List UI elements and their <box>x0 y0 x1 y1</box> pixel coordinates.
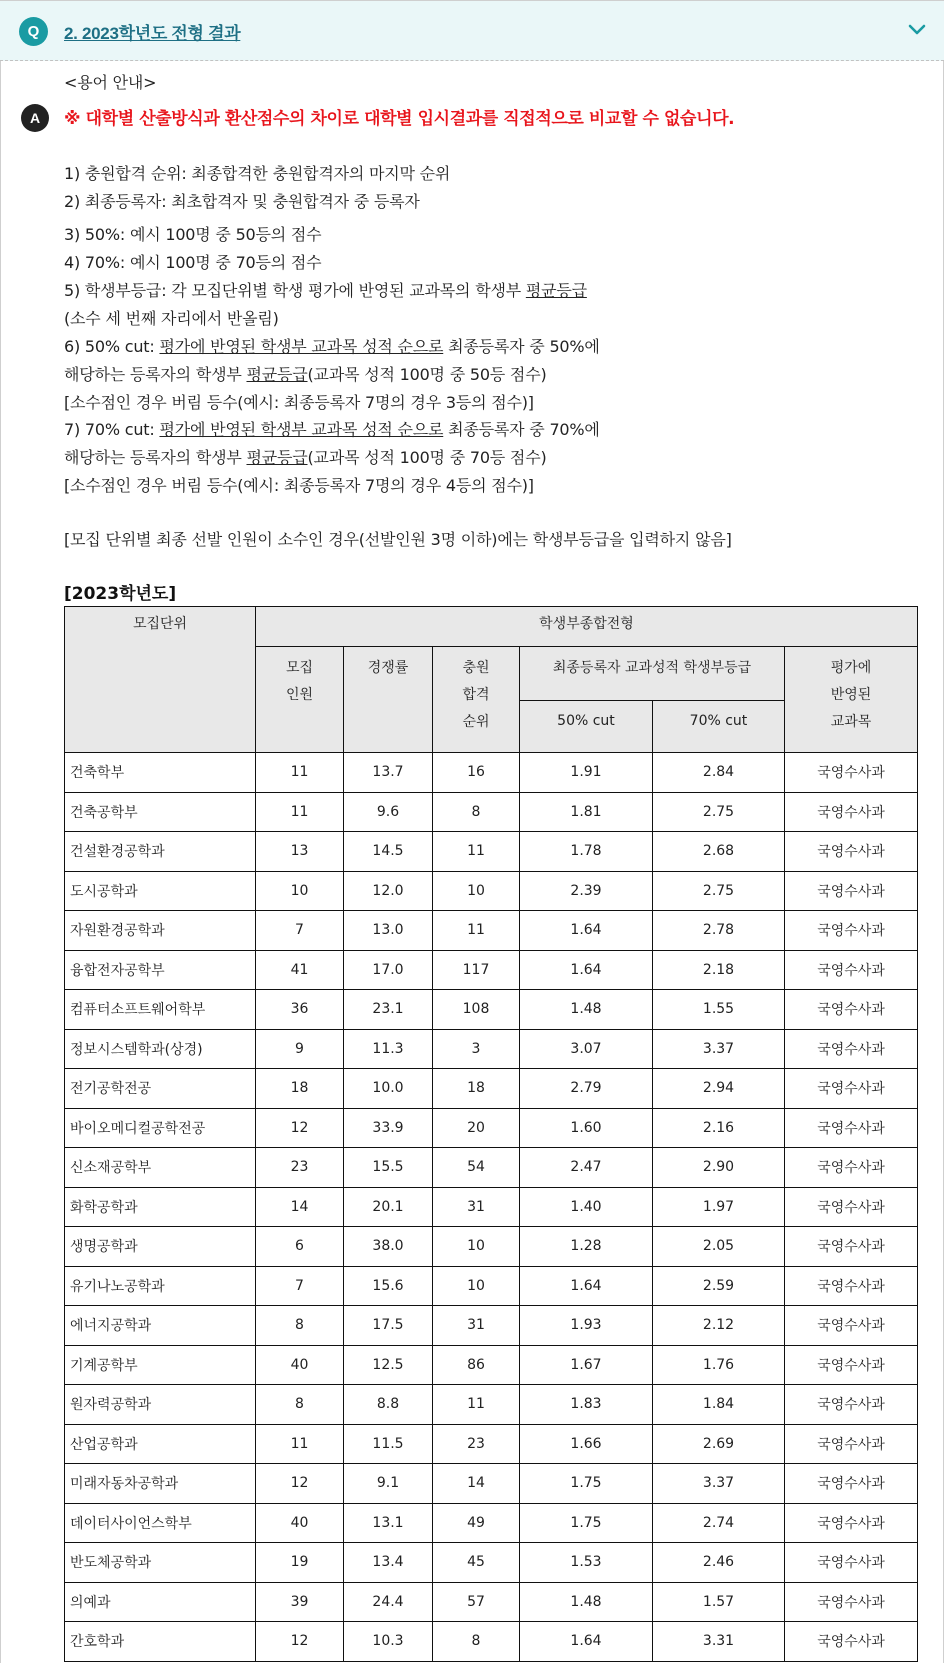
cell-cut70: 2.74 <box>653 1503 785 1543</box>
cell-subjects: 국영수사과 <box>785 1108 918 1148</box>
cell-unit: 정보시스템학과(상경) <box>65 1029 256 1069</box>
cell-quota: 39 <box>256 1582 344 1622</box>
cell-ratio: 17.5 <box>344 1306 433 1346</box>
definition-7-tail: 최종등록자 중 70%에 <box>443 420 600 439</box>
table-row <box>65 1582 918 1622</box>
cell-quota: 10 <box>256 871 344 911</box>
table-row <box>65 1464 918 1504</box>
cell-subjects: 국영수사과 <box>785 1266 918 1306</box>
cell-cut50: 1.60 <box>520 1108 653 1148</box>
cell-cut70: 2.12 <box>653 1306 785 1346</box>
cell-subjects: 국영수사과 <box>785 1069 918 1109</box>
terms-heading: <용어 안내> <box>64 73 157 92</box>
cell-quota: 11 <box>256 753 344 793</box>
cell-rank: 10 <box>433 1227 520 1267</box>
cell-cut70: 1.76 <box>653 1345 785 1385</box>
cell-subjects: 국영수사과 <box>785 1424 918 1464</box>
cell-ratio: 15.6 <box>344 1266 433 1306</box>
cell-cut50: 1.64 <box>520 1622 653 1662</box>
table-row <box>65 1029 918 1069</box>
cell-quota: 8 <box>256 1306 344 1346</box>
cell-unit: 건축학부 <box>65 753 256 793</box>
cell-cut70: 2.69 <box>653 1424 785 1464</box>
cell-rank: 49 <box>433 1503 520 1543</box>
cell-rank: 31 <box>433 1306 520 1346</box>
definition-6-line2-underlined: 평균등급 <box>246 365 308 384</box>
selection-note: [모집 단위별 최종 선발 인원이 소수인 경우(선발인원 3명 이하)에는 학생부등급을 입력하지 않음] <box>64 530 732 549</box>
cell-subjects: 국영수사과 <box>785 1503 918 1543</box>
cell-rank: 11 <box>433 1385 520 1425</box>
cell-subjects: 국영수사과 <box>785 792 918 832</box>
cell-ratio: 11.5 <box>344 1424 433 1464</box>
cell-unit: 산업공학과 <box>65 1424 256 1464</box>
cell-rank: 108 <box>433 990 520 1030</box>
cell-ratio: 14.5 <box>344 832 433 872</box>
cell-unit: 자원환경공학과 <box>65 911 256 951</box>
cell-cut50: 1.67 <box>520 1345 653 1385</box>
cell-subjects: 국영수사과 <box>785 832 918 872</box>
cell-quota: 40 <box>256 1503 344 1543</box>
cell-rank: 117 <box>433 950 520 990</box>
cell-unit: 유기나노공학과 <box>65 1266 256 1306</box>
cell-rank: 11 <box>433 832 520 872</box>
definition-7 <box>64 417 600 440</box>
cell-rank: 20 <box>433 1108 520 1148</box>
cell-rank: 57 <box>433 1582 520 1622</box>
cell-quota: 14 <box>256 1187 344 1227</box>
cell-unit: 바이오메디컬공학전공 <box>65 1108 256 1148</box>
cell-ratio: 8.8 <box>344 1385 433 1425</box>
cell-rank: 18 <box>433 1069 520 1109</box>
header-cut70: 70% cut <box>653 701 785 753</box>
cell-ratio: 10.3 <box>344 1622 433 1662</box>
cell-ratio: 17.0 <box>344 950 433 990</box>
header-waitlist-rank: 충원 합격 순위 <box>433 647 520 753</box>
cell-cut50: 1.75 <box>520 1503 653 1543</box>
table-row <box>65 832 918 872</box>
table-row <box>65 1148 918 1188</box>
cell-quota: 9 <box>256 1029 344 1069</box>
cell-unit: 건축공학부 <box>65 792 256 832</box>
definition-3: 3) 50%: 예시 100명 중 50등의 점수 <box>64 225 322 244</box>
cell-quota: 36 <box>256 990 344 1030</box>
cell-subjects: 국영수사과 <box>785 1148 918 1188</box>
cell-rank: 8 <box>433 792 520 832</box>
cell-cut70: 1.57 <box>653 1582 785 1622</box>
cell-cut50: 2.47 <box>520 1148 653 1188</box>
table-row <box>65 911 918 951</box>
table-row <box>65 1227 918 1267</box>
cell-rank: 54 <box>433 1148 520 1188</box>
cell-cut50: 1.53 <box>520 1543 653 1583</box>
chevron-down-icon[interactable] <box>908 23 926 37</box>
cell-unit: 에너지공학과 <box>65 1306 256 1346</box>
cell-cut50: 1.66 <box>520 1424 653 1464</box>
table-row <box>65 1306 918 1346</box>
cell-subjects: 국영수사과 <box>785 753 918 793</box>
cell-cut50: 1.75 <box>520 1464 653 1504</box>
cell-cut70: 2.59 <box>653 1266 785 1306</box>
cell-quota: 40 <box>256 1345 344 1385</box>
cell-ratio: 33.9 <box>344 1108 433 1148</box>
definition-7-line2-post: (교과목 성적 100명 중 70등 점수) <box>307 448 547 467</box>
cell-quota: 6 <box>256 1227 344 1267</box>
cell-ratio: 13.0 <box>344 911 433 951</box>
cell-cut70: 2.05 <box>653 1227 785 1267</box>
cell-ratio: 24.4 <box>344 1582 433 1622</box>
definition-2: 2) 최종등록자: 최초합격자 및 충원합격자 중 등록자 <box>64 192 420 211</box>
cell-cut50: 1.64 <box>520 950 653 990</box>
cell-subjects: 국영수사과 <box>785 1464 918 1504</box>
cell-ratio: 13.1 <box>344 1503 433 1543</box>
cell-unit: 기계공학부 <box>65 1345 256 1385</box>
admission-results-table <box>64 606 918 1662</box>
cell-cut70: 1.55 <box>653 990 785 1030</box>
cell-cut50: 1.78 <box>520 832 653 872</box>
table-row <box>65 950 918 990</box>
cell-cut70: 3.37 <box>653 1464 785 1504</box>
cell-quota: 41 <box>256 950 344 990</box>
cell-cut50: 1.81 <box>520 792 653 832</box>
cell-subjects: 국영수사과 <box>785 950 918 990</box>
question-badge-icon: Q <box>19 17 48 46</box>
cell-cut70: 2.46 <box>653 1543 785 1583</box>
cell-subjects: 국영수사과 <box>785 990 918 1030</box>
cell-quota: 11 <box>256 1424 344 1464</box>
cell-rank: 16 <box>433 753 520 793</box>
answer-badge-icon: A <box>21 104 49 132</box>
definition-6-line3: [소수점인 경우 버림 등수(예시: 최종등록자 7명의 경우 3등의 점수)] <box>64 393 534 412</box>
definition-7-line2 <box>64 445 547 468</box>
cell-cut70: 2.90 <box>653 1148 785 1188</box>
cell-cut50: 2.79 <box>520 1069 653 1109</box>
cell-unit: 데이터사이언스학부 <box>65 1503 256 1543</box>
cell-cut50: 1.64 <box>520 911 653 951</box>
cell-cut70: 1.84 <box>653 1385 785 1425</box>
cell-ratio: 9.1 <box>344 1464 433 1504</box>
cell-rank: 86 <box>433 1345 520 1385</box>
cell-ratio: 11.3 <box>344 1029 433 1069</box>
cell-cut50: 3.07 <box>520 1029 653 1069</box>
cell-rank: 23 <box>433 1424 520 1464</box>
definition-6-line2-pre: 해당하는 등록자의 학생부 <box>64 365 247 384</box>
cell-cut50: 1.83 <box>520 1385 653 1425</box>
cell-unit: 간호학과 <box>65 1622 256 1662</box>
cell-ratio: 12.0 <box>344 871 433 911</box>
header-track: 학생부종합전형 <box>256 607 918 647</box>
table-row <box>65 1385 918 1425</box>
header-competition: 경쟁률 <box>344 647 433 753</box>
cell-cut70: 2.68 <box>653 832 785 872</box>
warning-notice: ※ 대학별 산출방식과 환산점수의 차이로 대학별 입시결과를 직접적으로 비교할 수 없습니다. <box>64 109 735 129</box>
cell-rank: 31 <box>433 1187 520 1227</box>
cell-subjects: 국영수사과 <box>785 1543 918 1583</box>
table-row <box>65 1187 918 1227</box>
table-row <box>65 1266 918 1306</box>
definition-6-label: 6) 50% cut: <box>64 337 160 356</box>
table-row <box>65 1345 918 1385</box>
cell-ratio: 9.6 <box>344 792 433 832</box>
cell-unit: 융합전자공학부 <box>65 950 256 990</box>
cell-quota: 12 <box>256 1108 344 1148</box>
table-row <box>65 1503 918 1543</box>
definition-7-line2-pre: 해당하는 등록자의 학생부 <box>64 448 247 467</box>
cell-cut70: 3.31 <box>653 1622 785 1662</box>
definition-6-underlined: 평가에 반영된 학생부 교과목 성적 순으로 <box>159 337 444 356</box>
cell-cut50: 1.48 <box>520 990 653 1030</box>
cell-unit: 화학공학과 <box>65 1187 256 1227</box>
cell-subjects: 국영수사과 <box>785 911 918 951</box>
cell-quota: 7 <box>256 1266 344 1306</box>
cell-cut50: 1.28 <box>520 1227 653 1267</box>
cell-cut70: 2.78 <box>653 911 785 951</box>
cell-ratio: 10.0 <box>344 1069 433 1109</box>
cell-unit: 의예과 <box>65 1582 256 1622</box>
cell-ratio: 23.1 <box>344 990 433 1030</box>
cell-quota: 23 <box>256 1148 344 1188</box>
cell-subjects: 국영수사과 <box>785 1385 918 1425</box>
cell-quota: 13 <box>256 832 344 872</box>
cell-cut50: 1.48 <box>520 1582 653 1622</box>
cell-rank: 10 <box>433 1266 520 1306</box>
definition-1: 1) 충원합격 순위: 최종합격한 충원합격자의 마지막 순위 <box>64 164 451 183</box>
table-row <box>65 792 918 832</box>
table-row <box>65 1108 918 1148</box>
table-row <box>65 1543 918 1583</box>
definition-7-line2-underlined: 평균등급 <box>246 448 308 467</box>
header-quota: 모집 인원 <box>256 647 344 753</box>
cell-rank: 3 <box>433 1029 520 1069</box>
cell-unit: 반도체공학과 <box>65 1543 256 1583</box>
cell-unit: 전기공학전공 <box>65 1069 256 1109</box>
cell-ratio: 13.4 <box>344 1543 433 1583</box>
definition-7-underlined: 평가에 반영된 학생부 교과목 성적 순으로 <box>159 420 444 439</box>
header-grade-group: 최종등록자 교과성적 학생부등급 <box>520 647 785 701</box>
cell-ratio: 38.0 <box>344 1227 433 1267</box>
definition-6-line2-post: (교과목 성적 100명 중 50등 점수) <box>307 365 547 384</box>
table-row <box>65 990 918 1030</box>
table-row <box>65 1622 918 1662</box>
cell-cut70: 2.84 <box>653 753 785 793</box>
cell-cut50: 2.39 <box>520 871 653 911</box>
cell-quota: 12 <box>256 1464 344 1504</box>
cell-quota: 12 <box>256 1622 344 1662</box>
cell-quota: 8 <box>256 1385 344 1425</box>
cell-unit: 건설환경공학과 <box>65 832 256 872</box>
cell-subjects: 국영수사과 <box>785 1227 918 1267</box>
header-subjects: 평가에 반영된 교과목 <box>785 647 918 753</box>
cell-cut50: 1.91 <box>520 753 653 793</box>
cell-ratio: 20.1 <box>344 1187 433 1227</box>
definition-6-tail: 최종등록자 중 50%에 <box>443 337 600 356</box>
cell-ratio: 13.7 <box>344 753 433 793</box>
cell-rank: 45 <box>433 1543 520 1583</box>
header-unit: 모집단위 <box>65 607 256 753</box>
definition-6-line2 <box>64 362 547 385</box>
definition-5-text: 5) 학생부등급: 각 모집단위별 학생 평가에 반영된 교과목의 학생부 <box>64 281 526 300</box>
cell-cut70: 1.97 <box>653 1187 785 1227</box>
cell-rank: 8 <box>433 1622 520 1662</box>
cell-cut70: 2.75 <box>653 871 785 911</box>
table-row <box>65 1069 918 1109</box>
cell-quota: 18 <box>256 1069 344 1109</box>
cell-cut70: 2.18 <box>653 950 785 990</box>
definition-7-label: 7) 70% cut: <box>64 420 160 439</box>
cell-cut50: 1.64 <box>520 1266 653 1306</box>
header-cut50: 50% cut <box>520 701 653 753</box>
table-row <box>65 753 918 793</box>
cell-subjects: 국영수사과 <box>785 871 918 911</box>
cell-rank: 14 <box>433 1464 520 1504</box>
cell-quota: 7 <box>256 911 344 951</box>
definition-5-underlined: 평균등급 <box>525 281 587 300</box>
cell-cut70: 3.37 <box>653 1029 785 1069</box>
cell-quota: 11 <box>256 792 344 832</box>
cell-unit: 도시공학과 <box>65 871 256 911</box>
definition-7-line3: [소수점인 경우 버림 등수(예시: 최종등록자 7명의 경우 4등의 점수)] <box>64 476 534 495</box>
question-title-link[interactable]: 2. 2023학년도 전형 결과 <box>64 24 241 43</box>
definition-4: 4) 70%: 예시 100명 중 70등의 점수 <box>64 253 322 272</box>
cell-unit: 미래자동차공학과 <box>65 1464 256 1504</box>
table-row <box>65 1424 918 1464</box>
cell-subjects: 국영수사과 <box>785 1029 918 1069</box>
cell-unit: 원자력공학과 <box>65 1385 256 1425</box>
definition-6 <box>64 334 600 357</box>
cell-cut70: 2.75 <box>653 792 785 832</box>
cell-cut70: 2.16 <box>653 1108 785 1148</box>
cell-subjects: 국영수사과 <box>785 1345 918 1385</box>
cell-subjects: 국영수사과 <box>785 1622 918 1662</box>
cell-unit: 생명공학과 <box>65 1227 256 1267</box>
cell-cut70: 2.94 <box>653 1069 785 1109</box>
cell-subjects: 국영수사과 <box>785 1582 918 1622</box>
definition-5 <box>64 278 587 301</box>
cell-rank: 11 <box>433 911 520 951</box>
cell-subjects: 국영수사과 <box>785 1306 918 1346</box>
cell-quota: 19 <box>256 1543 344 1583</box>
cell-unit: 신소재공학부 <box>65 1148 256 1188</box>
definition-5-line2: (소수 세 번째 자리에서 반올림) <box>64 309 279 328</box>
table-row <box>65 871 918 911</box>
cell-cut50: 1.40 <box>520 1187 653 1227</box>
cell-ratio: 12.5 <box>344 1345 433 1385</box>
cell-subjects: 국영수사과 <box>785 1187 918 1227</box>
cell-rank: 10 <box>433 871 520 911</box>
cell-ratio: 15.5 <box>344 1148 433 1188</box>
year-section-title: [2023학년도] <box>64 584 177 604</box>
cell-cut50: 1.93 <box>520 1306 653 1346</box>
cell-unit: 컴퓨터소프트웨어학부 <box>65 990 256 1030</box>
faq-question-header[interactable] <box>0 0 944 61</box>
